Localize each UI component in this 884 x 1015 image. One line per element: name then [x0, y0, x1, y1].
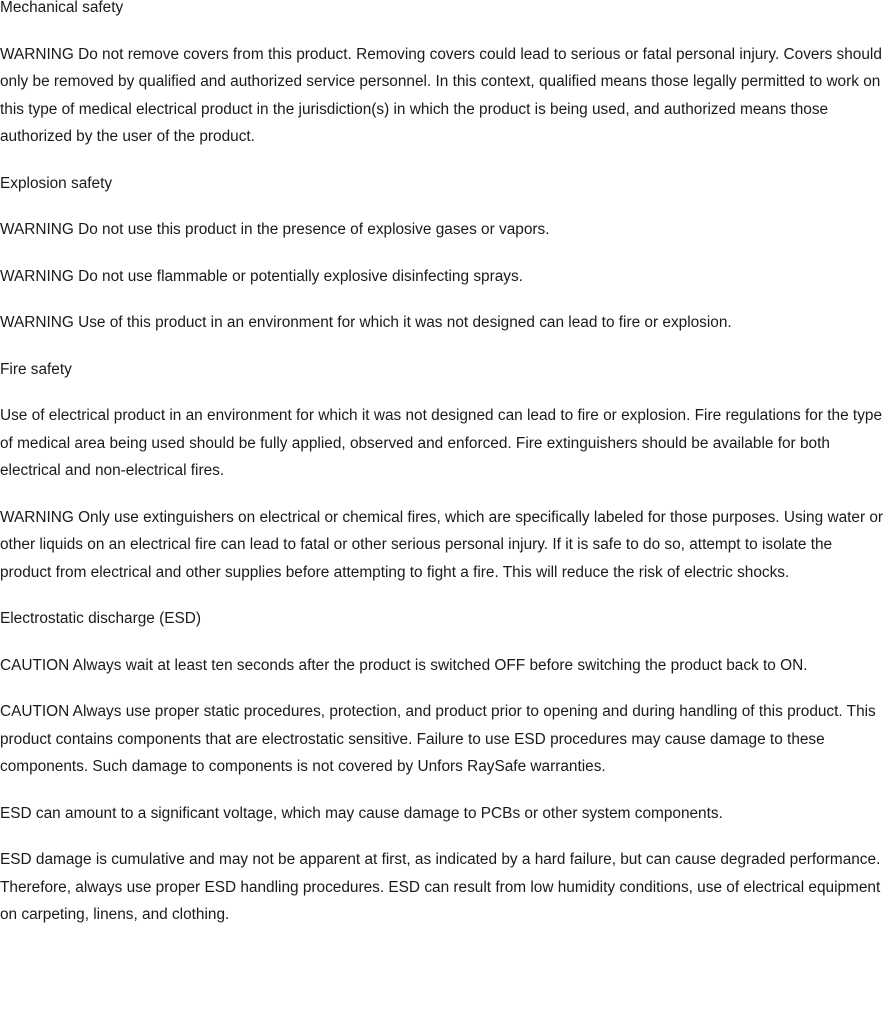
body-paragraph: Use of electrical product in an environment for which it was not designed can lead to fire or explosion. Fire regulations for the type of medical area being used should be fully applied, observed and enforced. Fire extinguishers should be available for both electrical and non-electrical fires. — [0, 407, 883, 479]
body-paragraph: ESD can amount to a significant voltage, which may cause damage to PCBs or other system components. — [0, 804, 723, 822]
warning-paragraph: WARNING Use of this product in an environment for which it was not designed can lead to fire or explosion. — [0, 314, 732, 331]
caution-paragraph: CAUTION Always use proper static procedures, protection, and product prior to opening and during handling of this product. This product contains components that are electrostatic sensitive. Failure to use ESD procedures may cause damage to these components. Such damage to components is not covered by Unfors RaySafe warranties. — [0, 703, 876, 775]
warning-paragraph: WARNING Only use extinguishers on electrical or chemical fires, which are specifically labeled for those purposes. Using water or other liquids on an electrical fire can lead to fatal or other serious personal injury. If it is safe to do so, attempt to isolate the product from electrical and other supplies before attempting to fight a fire. This will reduce the risk of electric shocks. — [0, 508, 884, 581]
section-fire-safety — [0, 356, 884, 587]
caution-paragraph: CAUTION Always wait at least ten seconds after the product is switched OFF before switching the product back to ON. — [0, 656, 808, 674]
body-paragraph: ESD damage is cumulative and may not be apparent at first, as indicated by a hard failure, but can cause degraded performance. Therefore, always use proper ESD handling procedures. ESD can result from low humidity conditions, use of electrical equipment on carpeting, linens, and clothing. — [0, 851, 881, 923]
warning-paragraph: WARNING Do not use this product in the presence of explosive gases or vapors. — [0, 221, 550, 238]
section-heading: Fire safety — [0, 360, 72, 378]
warning-paragraph: WARNING Do not remove covers from this product. Removing covers could lead to serious or fatal personal injury. Covers should only be removed by qualified and authorized service personnel. In this context, qualified means those legally permitted to work on this type of medical electrical product in the jurisdiction(s) in which the product is being used, and authorized means those authorized by the user of the product. — [0, 45, 882, 145]
section-mechanical-safety — [0, 0, 884, 151]
section-explosion-safety — [0, 170, 884, 337]
section-esd — [0, 605, 884, 929]
section-heading: Electrostatic discharge (ESD) — [0, 610, 202, 627]
section-heading: Explosion safety — [0, 174, 113, 192]
section-heading: Mechanical safety — [0, 0, 124, 16]
warning-paragraph: WARNING Do not use flammable or potentially explosive disinfecting sprays. — [0, 267, 523, 285]
